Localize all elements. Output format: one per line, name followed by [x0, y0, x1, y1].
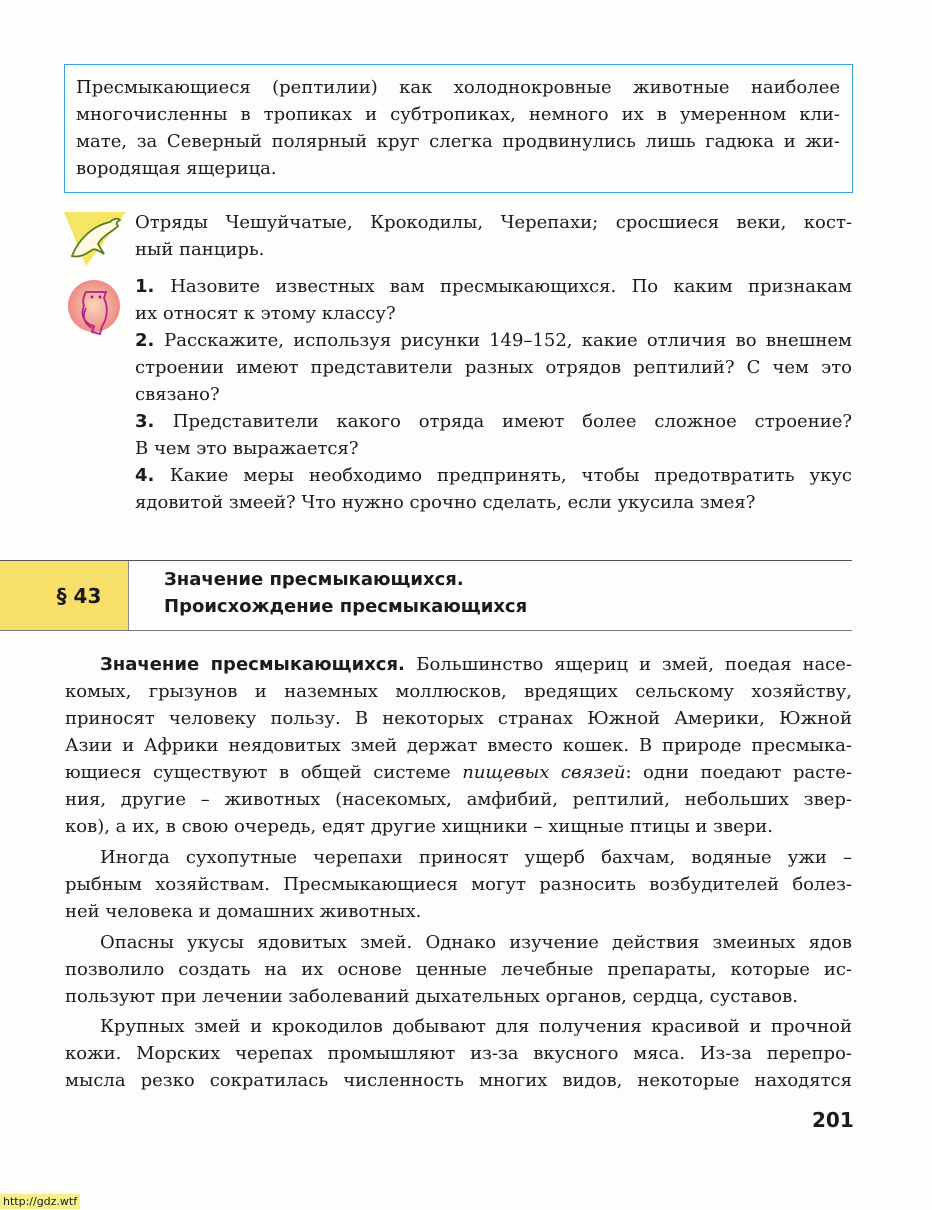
- question-line: их относят к этому классу?: [135, 303, 396, 324]
- question-line: [135, 462, 852, 489]
- key-terms-line: ный панцирь.: [135, 239, 265, 260]
- info-box-line: Пресмыкающиеся (рептилии) как холоднокровные животные наиболее: [76, 77, 840, 98]
- section-number: § 43: [56, 583, 102, 608]
- body-paragraph-line: Крупных змей и крокодилов добывают для получения красивой и прочной: [100, 1016, 852, 1037]
- bold-term: 2.: [135, 330, 165, 351]
- dolphin-icon: [64, 210, 126, 266]
- text-run: Какие меры необходимо предпринять, чтобы предотвратить укус: [169, 465, 852, 486]
- owl-icon: [66, 278, 122, 336]
- page-number: 201: [812, 1108, 854, 1132]
- text-run: Представители какого отряда имеют более сложное строение?: [172, 411, 852, 432]
- question-line: [135, 408, 852, 435]
- body-paragraph-line: позволило создать на их основе ценные лечебные препараты, которые ис-: [65, 959, 852, 980]
- text-run: Большинство ящериц и змей, поедая насе-: [416, 654, 852, 675]
- body-paragraph-line: ков), а их, в свою очередь, едят другие хищники – хищные птицы и звери.: [65, 816, 773, 837]
- section-title-line: Значение пресмыкающихся.: [164, 569, 464, 590]
- watermark-link[interactable]: http://gdz.wtf: [0, 1194, 80, 1209]
- body-paragraph-line: Иногда сухопутные черепахи приносят ущерб бахчам, водяные ужи –: [100, 847, 852, 868]
- italic-term: пищевых связей: [462, 762, 626, 783]
- question-line: [135, 273, 852, 300]
- body-paragraph-line: кожи. Морских черепах промышляют из-за вкусного мяса. Из-за перепро-: [65, 1043, 852, 1064]
- bold-term: Значение пресмыкающихся.: [100, 654, 417, 675]
- body-paragraph-line: пользуют при лечении заболеваний дыхательных органов, сердца, суставов.: [65, 986, 798, 1007]
- info-box-line: вородящая ящерица.: [76, 158, 277, 179]
- info-box-line: мате, за Северный полярный круг слегка продвинулись лишь гадюка и жи-: [76, 131, 840, 152]
- text-run: Назовите известных вам пресмыкающихся. По каким признакам: [170, 276, 853, 297]
- body-paragraph-line: комых, грызунов и наземных моллюсков, вредящих сельскому хозяйству,: [65, 681, 852, 702]
- question-line: В чем это выражается?: [135, 438, 359, 459]
- body-paragraph-line: ней человека и домашних животных.: [65, 901, 422, 922]
- key-terms-line: Отряды Чешуйчатые, Крокодилы, Черепахи; сросшиеся веки, кост-: [135, 212, 852, 233]
- section-divider-bottom: [0, 630, 852, 631]
- body-paragraph-line: приносят человеку пользу. В некоторых странах Южной Америки, Южной: [65, 708, 852, 729]
- text-run: ющиеся существуют в общей системе: [65, 762, 463, 783]
- section-title-line: Происхождение пресмыкающихся: [164, 596, 528, 617]
- text-run: Расскажите, используя рисунки 149–152, какие отличия во внешнем: [164, 330, 852, 351]
- bold-term: 4.: [135, 465, 170, 486]
- text-run: : одни поедают расте-: [625, 762, 852, 783]
- body-paragraph-line: [100, 651, 852, 678]
- bold-term: 3.: [135, 411, 173, 432]
- body-paragraph-line: [65, 759, 852, 786]
- body-paragraph-line: Опасны укусы ядовитых змей. Однако изучение действия змеиных ядов: [100, 932, 852, 953]
- body-paragraph-line: ния, другие – животных (насекомых, амфибий, рептилий, небольших звер-: [65, 789, 852, 810]
- question-line: [135, 327, 852, 354]
- section-number-box: [0, 561, 129, 630]
- body-paragraph-line: мысла резко сократилась численность многих видов, некоторые находятся: [65, 1070, 852, 1091]
- info-box-line: многочисленны в тропиках и субтропиках, немного их в умеренном кли-: [76, 104, 840, 125]
- body-paragraph-line: Азии и Африки неядовитых змей держат вместо кошек. В природе пресмыка-: [65, 735, 852, 756]
- body-paragraph-line: рыбным хозяйствам. Пресмыкающиеся могут разносить возбудителей болез-: [65, 874, 852, 895]
- bold-term: 1.: [135, 276, 171, 297]
- question-line: строении имеют представители разных отрядов рептилий? С чем это: [135, 357, 852, 378]
- question-line: связано?: [135, 384, 220, 405]
- question-line: ядовитой змеей? Что нужно срочно сделать, если укусила змея?: [135, 492, 756, 513]
